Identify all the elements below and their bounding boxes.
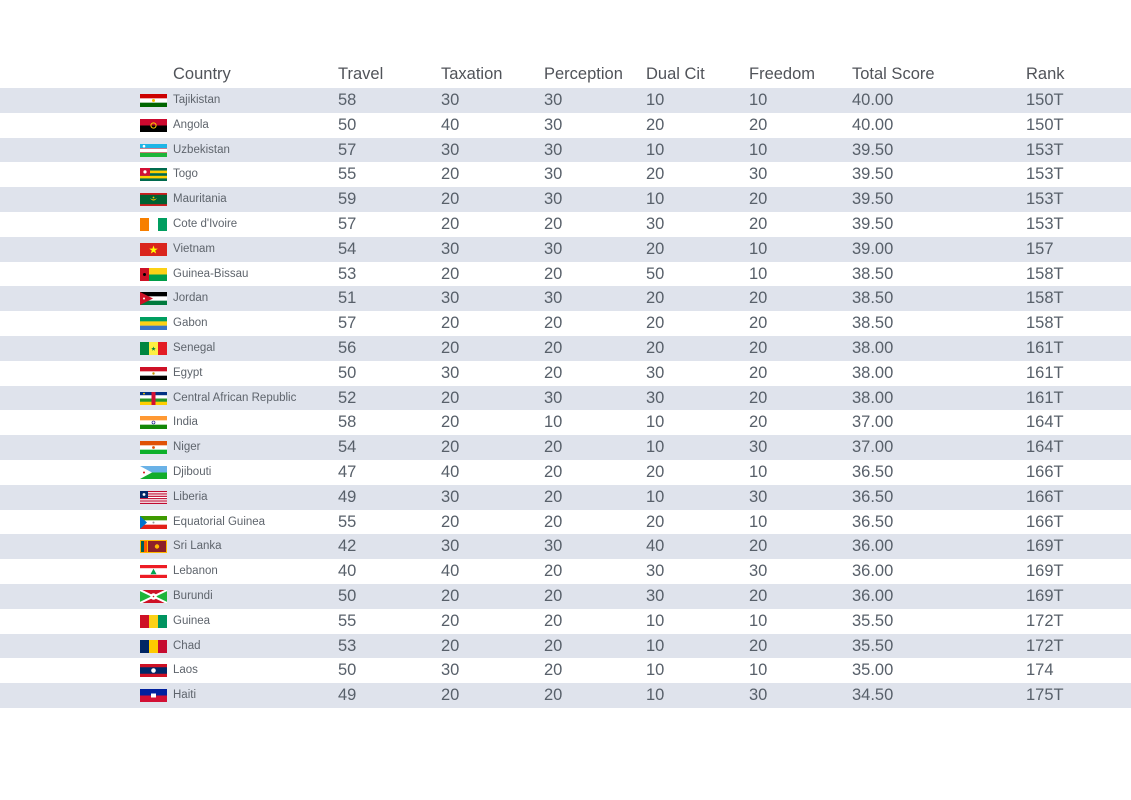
country-name: Burundi: [173, 589, 213, 602]
country-name: Sri Lanka: [173, 540, 222, 553]
rank-value: 175T: [1026, 686, 1064, 705]
freedom-score: 10: [749, 91, 768, 109]
country-name: Equatorial Guinea: [173, 515, 266, 528]
rank-value: 153T: [1026, 214, 1064, 233]
perception-score: 10: [544, 413, 563, 432]
freedom-score: 20: [749, 214, 768, 233]
header-freedom: Freedom: [749, 65, 816, 83]
travel-score: 55: [338, 165, 357, 184]
liberia-flag-icon: [140, 491, 167, 504]
dual-cit-score: 30: [646, 214, 665, 233]
laos-flag-icon: [140, 664, 167, 677]
table-row: [0, 162, 1131, 187]
country-name: Vietnam: [173, 242, 215, 255]
angola-flag-icon: [140, 119, 167, 132]
rank-value: 161T: [1026, 363, 1064, 382]
perception-score: 20: [544, 264, 563, 283]
rank-value: 161T: [1026, 388, 1064, 407]
perception-score: 30: [544, 239, 563, 258]
dual-cit-score: 20: [646, 165, 665, 184]
travel-score: 42: [338, 537, 357, 556]
country-name: Angola: [173, 118, 209, 131]
travel-score: 54: [338, 239, 357, 258]
country-name: Chad: [173, 639, 201, 652]
country-name: Senegal: [173, 341, 216, 354]
rank-value: 172T: [1026, 636, 1064, 655]
dual-cit-score: 10: [646, 636, 665, 655]
travel-score: 53: [338, 636, 357, 655]
rank-value: 153T: [1026, 190, 1064, 209]
travel-score: 51: [338, 289, 357, 308]
total-score: 39.50: [852, 214, 894, 233]
freedom-score: 20: [749, 388, 768, 407]
taxation-score: 20: [441, 165, 460, 184]
dual-cit-score: 20: [646, 462, 665, 481]
country-name: Lebanon: [173, 565, 218, 578]
country-name: Cote d'Ivoire: [173, 217, 238, 230]
perception-score: 30: [544, 115, 563, 134]
freedom-score: 30: [749, 686, 768, 705]
travel-score: 55: [338, 611, 357, 630]
country-name: Mauritania: [173, 193, 227, 206]
taxation-score: 30: [441, 661, 460, 680]
burundi-flag-icon: [140, 590, 167, 603]
total-score: 39.00: [852, 239, 894, 258]
total-score: 34.50: [852, 686, 894, 705]
total-score: 35.00: [852, 661, 894, 680]
taxation-score: 40: [441, 562, 460, 581]
travel-score: 58: [338, 413, 357, 432]
table-header: [0, 61, 1131, 88]
perception-score: 20: [544, 661, 563, 680]
total-score: 40.00: [852, 115, 894, 134]
perception-score: 20: [544, 611, 563, 630]
togo-flag-icon: [140, 168, 167, 181]
travel-score: 50: [338, 363, 357, 382]
country-name: Guinea: [173, 614, 211, 627]
country-name: Tajikistan: [173, 94, 221, 106]
guinea-bissau-flag-icon: [140, 268, 167, 281]
freedom-score: 20: [749, 314, 768, 333]
freedom-score: 20: [749, 115, 768, 134]
gabon-flag-icon: [140, 317, 167, 330]
total-score: 37.00: [852, 413, 894, 432]
taxation-score: 20: [441, 214, 460, 233]
freedom-score: 20: [749, 537, 768, 556]
freedom-score: 10: [749, 512, 768, 531]
ranking-table: [0, 61, 1131, 708]
travel-score: 54: [338, 438, 357, 457]
country-name: Haiti: [173, 689, 197, 702]
taxation-score: 20: [441, 388, 460, 407]
table-row: [0, 187, 1131, 212]
total-score: 38.00: [852, 338, 894, 357]
travel-score: 50: [338, 115, 357, 134]
dual-cit-score: 10: [646, 611, 665, 630]
total-score: 38.50: [852, 314, 894, 333]
table-row: [0, 584, 1131, 609]
freedom-score: 30: [749, 165, 768, 184]
perception-score: 20: [544, 562, 563, 581]
taxation-score: 30: [441, 91, 460, 109]
table-row: [0, 534, 1131, 559]
header-dual-cit: Dual Cit: [646, 65, 705, 83]
country-name: Jordan: [173, 292, 209, 305]
central-african-republic-flag-icon: [140, 392, 167, 405]
header-total-score: Total Score: [852, 65, 935, 83]
travel-score: 52: [338, 388, 357, 407]
total-score: 36.00: [852, 586, 894, 605]
taxation-score: 40: [441, 462, 460, 481]
perception-score: 20: [544, 512, 563, 531]
table-row: [0, 138, 1131, 163]
perception-score: 20: [544, 487, 563, 506]
freedom-score: 20: [749, 636, 768, 655]
country-name: Niger: [173, 441, 201, 454]
table-row: [0, 113, 1131, 138]
rank-value: 150T: [1026, 115, 1064, 134]
header-perception: Perception: [544, 65, 623, 83]
haiti-flag-icon: [140, 689, 167, 702]
rank-value: 169T: [1026, 537, 1064, 556]
dual-cit-score: 10: [646, 413, 665, 432]
niger-flag-icon: [140, 441, 167, 454]
taxation-score: 20: [441, 338, 460, 357]
total-score: 39.50: [852, 190, 894, 209]
india-flag-icon: [140, 416, 167, 429]
total-score: 36.00: [852, 537, 894, 556]
rank-value: 157: [1026, 239, 1054, 258]
freedom-score: 30: [749, 487, 768, 506]
travel-score: 47: [338, 462, 357, 481]
total-score: 35.50: [852, 611, 894, 630]
taxation-score: 20: [441, 611, 460, 630]
freedom-score: 10: [749, 264, 768, 283]
total-score: 39.50: [852, 165, 894, 184]
rank-value: 158T: [1026, 314, 1064, 333]
table-row: [0, 212, 1131, 237]
perception-score: 20: [544, 363, 563, 382]
guinea-flag-icon: [140, 615, 167, 628]
freedom-score: 10: [749, 611, 768, 630]
perception-score: 20: [544, 462, 563, 481]
freedom-score: 20: [749, 289, 768, 308]
country-name: Gabon: [173, 317, 208, 330]
taxation-score: 20: [441, 686, 460, 705]
table-row: [0, 361, 1131, 386]
travel-score: 49: [338, 487, 357, 506]
header-travel: Travel: [338, 65, 384, 83]
vietnam-flag-icon: [140, 243, 167, 256]
table-row: [0, 336, 1131, 361]
total-score: 38.50: [852, 264, 894, 283]
total-score: 38.00: [852, 363, 894, 382]
dual-cit-score: 20: [646, 338, 665, 357]
table-row: [0, 386, 1131, 411]
total-score: 38.00: [852, 388, 894, 407]
taxation-score: 20: [441, 438, 460, 457]
freedom-score: 20: [749, 413, 768, 432]
dual-cit-score: 10: [646, 140, 665, 159]
total-score: 35.50: [852, 636, 894, 655]
table-row: [0, 311, 1131, 336]
dual-cit-score: 30: [646, 562, 665, 581]
jordan-flag-icon: [140, 292, 167, 305]
table-row: [0, 460, 1131, 485]
taxation-score: 30: [441, 363, 460, 382]
dual-cit-score: 10: [646, 487, 665, 506]
taxation-score: 30: [441, 289, 460, 308]
table-row: [0, 658, 1131, 683]
dual-cit-score: 20: [646, 314, 665, 333]
rank-value: 150T: [1026, 91, 1064, 109]
rank-value: 164T: [1026, 438, 1064, 457]
total-score: 36.50: [852, 512, 894, 531]
equatorial-guinea-flag-icon: [140, 516, 167, 529]
total-score: 37.00: [852, 438, 894, 457]
perception-score: 30: [544, 190, 563, 209]
travel-score: 59: [338, 190, 357, 209]
freedom-score: 10: [749, 661, 768, 680]
perception-score: 20: [544, 438, 563, 457]
dual-cit-score: 30: [646, 363, 665, 382]
freedom-score: 10: [749, 239, 768, 258]
perception-score: 30: [544, 91, 563, 109]
total-score: 40.00: [852, 91, 894, 109]
table-row: [0, 559, 1131, 584]
rank-value: 161T: [1026, 338, 1064, 357]
dual-cit-score: 10: [646, 91, 665, 109]
taxation-score: 20: [441, 314, 460, 333]
table-row: [0, 88, 1131, 113]
dual-cit-score: 10: [646, 661, 665, 680]
travel-score: 58: [338, 91, 357, 109]
header-country: Country: [173, 65, 231, 83]
freedom-score: 20: [749, 190, 768, 209]
table-row: [0, 262, 1131, 287]
taxation-score: 20: [441, 190, 460, 209]
table-row: [0, 237, 1131, 262]
taxation-score: 20: [441, 586, 460, 605]
rank-value: 153T: [1026, 165, 1064, 184]
taxation-score: 20: [441, 264, 460, 283]
travel-score: 57: [338, 140, 357, 159]
perception-score: 20: [544, 214, 563, 233]
dual-cit-score: 20: [646, 289, 665, 308]
total-score: 39.50: [852, 140, 894, 159]
egypt-flag-icon: [140, 367, 167, 380]
freedom-score: 20: [749, 363, 768, 382]
table-row: [0, 634, 1131, 659]
perception-score: 20: [544, 314, 563, 333]
travel-score: 57: [338, 314, 357, 333]
dual-cit-score: 30: [646, 388, 665, 407]
perception-score: 30: [544, 140, 563, 159]
rank-value: 174: [1026, 661, 1054, 680]
rank-value: 169T: [1026, 562, 1064, 581]
rank-value: 166T: [1026, 512, 1064, 531]
taxation-score: 20: [441, 413, 460, 432]
perception-score: 30: [544, 165, 563, 184]
country-name: Central African Republic: [173, 391, 297, 404]
travel-score: 53: [338, 264, 357, 283]
taxation-score: 40: [441, 115, 460, 134]
dual-cit-score: 10: [646, 438, 665, 457]
table-row: [0, 485, 1131, 510]
country-name: Djibouti: [173, 465, 212, 478]
country-name: India: [173, 416, 198, 429]
rank-value: 166T: [1026, 462, 1064, 481]
tajikistan-flag-icon: [140, 94, 167, 107]
country-name: Togo: [173, 168, 198, 181]
freedom-score: 30: [749, 562, 768, 581]
travel-score: 50: [338, 586, 357, 605]
dual-cit-score: 20: [646, 512, 665, 531]
cote-divoire-flag-icon: [140, 218, 167, 231]
taxation-score: 30: [441, 239, 460, 258]
mauritania-flag-icon: [140, 193, 167, 206]
perception-score: 20: [544, 686, 563, 705]
dual-cit-score: 40: [646, 537, 665, 556]
travel-score: 50: [338, 661, 357, 680]
perception-score: 20: [544, 636, 563, 655]
djibouti-flag-icon: [140, 466, 167, 479]
uzbekistan-flag-icon: [140, 144, 167, 157]
header-taxation: Taxation: [441, 65, 503, 83]
chad-flag-icon: [140, 640, 167, 653]
dual-cit-score: 20: [646, 115, 665, 134]
taxation-score: 30: [441, 537, 460, 556]
dual-cit-score: 20: [646, 239, 665, 258]
perception-score: 20: [544, 338, 563, 357]
rank-value: 158T: [1026, 289, 1064, 308]
sri-lanka-flag-icon: [140, 540, 167, 553]
dual-cit-score: 10: [646, 686, 665, 705]
freedom-score: 30: [749, 438, 768, 457]
dual-cit-score: 10: [646, 190, 665, 209]
freedom-score: 10: [749, 462, 768, 481]
total-score: 36.50: [852, 487, 894, 506]
table-body: [0, 88, 1131, 708]
table-row: [0, 286, 1131, 311]
table-row: [0, 683, 1131, 708]
dual-cit-score: 50: [646, 264, 665, 283]
rank-value: 166T: [1026, 487, 1064, 506]
total-score: 36.00: [852, 562, 894, 581]
perception-score: 30: [544, 289, 563, 308]
travel-score: 56: [338, 338, 357, 357]
country-name: Laos: [173, 664, 198, 677]
taxation-score: 20: [441, 636, 460, 655]
travel-score: 49: [338, 686, 357, 705]
country-name: Liberia: [173, 490, 208, 503]
table-row: [0, 435, 1131, 460]
taxation-score: 30: [441, 487, 460, 506]
perception-score: 20: [544, 586, 563, 605]
total-score: 38.50: [852, 289, 894, 308]
dual-cit-score: 30: [646, 586, 665, 605]
rank-value: 172T: [1026, 611, 1064, 630]
travel-score: 40: [338, 562, 357, 581]
rank-value: 158T: [1026, 264, 1064, 283]
table-row: [0, 609, 1131, 634]
country-name: Guinea-Bissau: [173, 267, 249, 280]
senegal-flag-icon: [140, 342, 167, 355]
total-score: 36.50: [852, 462, 894, 481]
perception-score: 30: [544, 388, 563, 407]
freedom-score: 20: [749, 586, 768, 605]
freedom-score: 10: [749, 140, 768, 159]
lebanon-flag-icon: [140, 565, 167, 578]
table-row: [0, 510, 1131, 535]
travel-score: 57: [338, 214, 357, 233]
country-name: Uzbekistan: [173, 143, 230, 156]
rank-value: 153T: [1026, 140, 1064, 159]
country-name: Egypt: [173, 366, 203, 379]
taxation-score: 30: [441, 140, 460, 159]
header-rank: Rank: [1026, 65, 1065, 83]
rank-value: 169T: [1026, 586, 1064, 605]
travel-score: 55: [338, 512, 357, 531]
rank-value: 164T: [1026, 413, 1064, 432]
perception-score: 30: [544, 537, 563, 556]
table-row: [0, 410, 1131, 435]
freedom-score: 20: [749, 338, 768, 357]
taxation-score: 20: [441, 512, 460, 531]
